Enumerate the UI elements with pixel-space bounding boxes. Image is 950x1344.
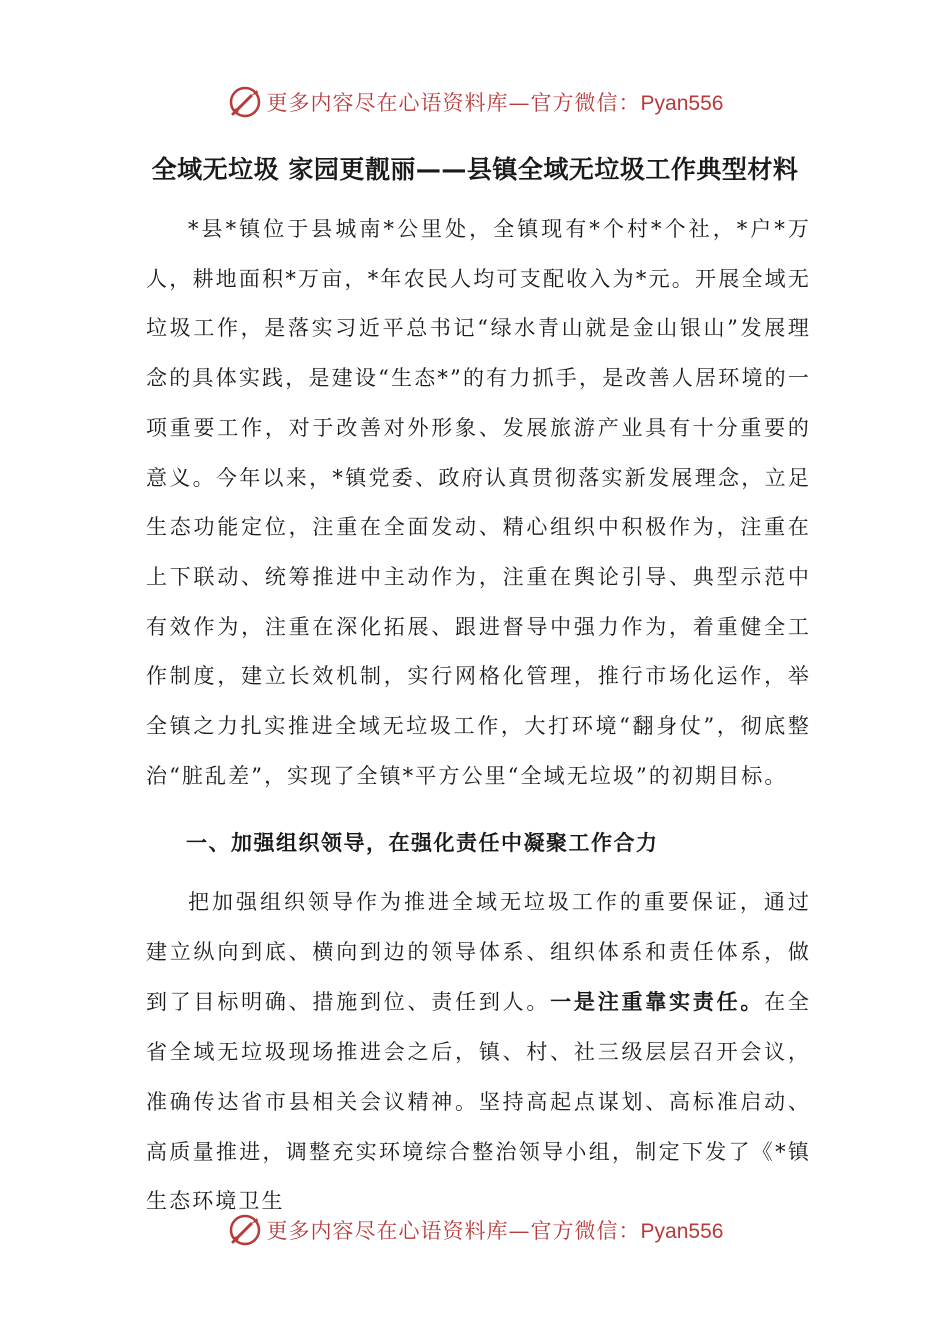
watermark-banner-bottom: [0, 1210, 950, 1250]
paragraph-bold-lead: 一是注重靠实责任。: [550, 989, 765, 1015]
document-title: 全域无垃圾 家园更靓丽——县镇全域无垃圾工作典型材料: [151, 155, 799, 184]
wechat-id: Pyan556: [640, 1220, 724, 1243]
watermark-text: 更多内容尽在心语资料库—官方微信：Pyan556: [266, 1219, 724, 1243]
wechat-id: Pyan556: [640, 92, 724, 115]
paragraph-section-1: [146, 878, 811, 1227]
watermark-banner-top: [0, 82, 950, 122]
section-heading-1: 一、加强组织领导，在强化责任中凝聚工作合力: [186, 831, 659, 855]
watermark-text: 更多内容尽在心语资料库—官方微信：Pyan556: [266, 91, 724, 115]
paragraph-intro: *县*镇位于县城南*公里处，全镇现有*个村*个社，*户*万人，耕地面积*万亩，*年农民人均可支配收入为*元。开展全域无垃圾工作，是落实习近平总书记“绿水青山就是金山银山”发展理念的具体实践，是建设“生态*”的有力抓手，是改善人居环境的一项重要工作，对于改善对外形象、发展旅游产业具有十分重要的意义。今年以来，*镇党委、政府认真贯彻落实新发展理念，立足生态功能定位，注重在全面发动、精心组织中积极作为，注重在上下联动、统筹推进中主动作为，注重在舆论引导、典型示范中有效作为，注重在深化拓展、跟进督导中强力作为，着重健全工作制度，建立长效机制，实行网格化管理，推行市场化运作，举全镇之力扎实推进全域无垃圾工作，大打环境“翻身仗”，彻底整治“脏乱差”，实现了全镇*平方公里“全域无垃圾”的初期目标。: [146, 217, 811, 788]
brush-logo-icon: [227, 84, 263, 120]
paragraph-text-continued: 在全省全域无垃圾现场推进会之后，镇、村、社三级层层召开会议，准确传达省市县相关会议精神。坚持高起点谋划、高标准启动、高质量推进，调整充实环境综合整治领导小组，制定下发了《*镇生态环境卫生: [146, 990, 811, 1214]
brush-logo-icon: [227, 1212, 263, 1248]
paragraph-text: 把加强组织领导作为推进全域无垃圾工作的重要保证，通过建立纵向到底、横向到边的领导体系、组织体系和责任体系，做到了目标明确、措施到位、责任到人。: [146, 890, 811, 1015]
